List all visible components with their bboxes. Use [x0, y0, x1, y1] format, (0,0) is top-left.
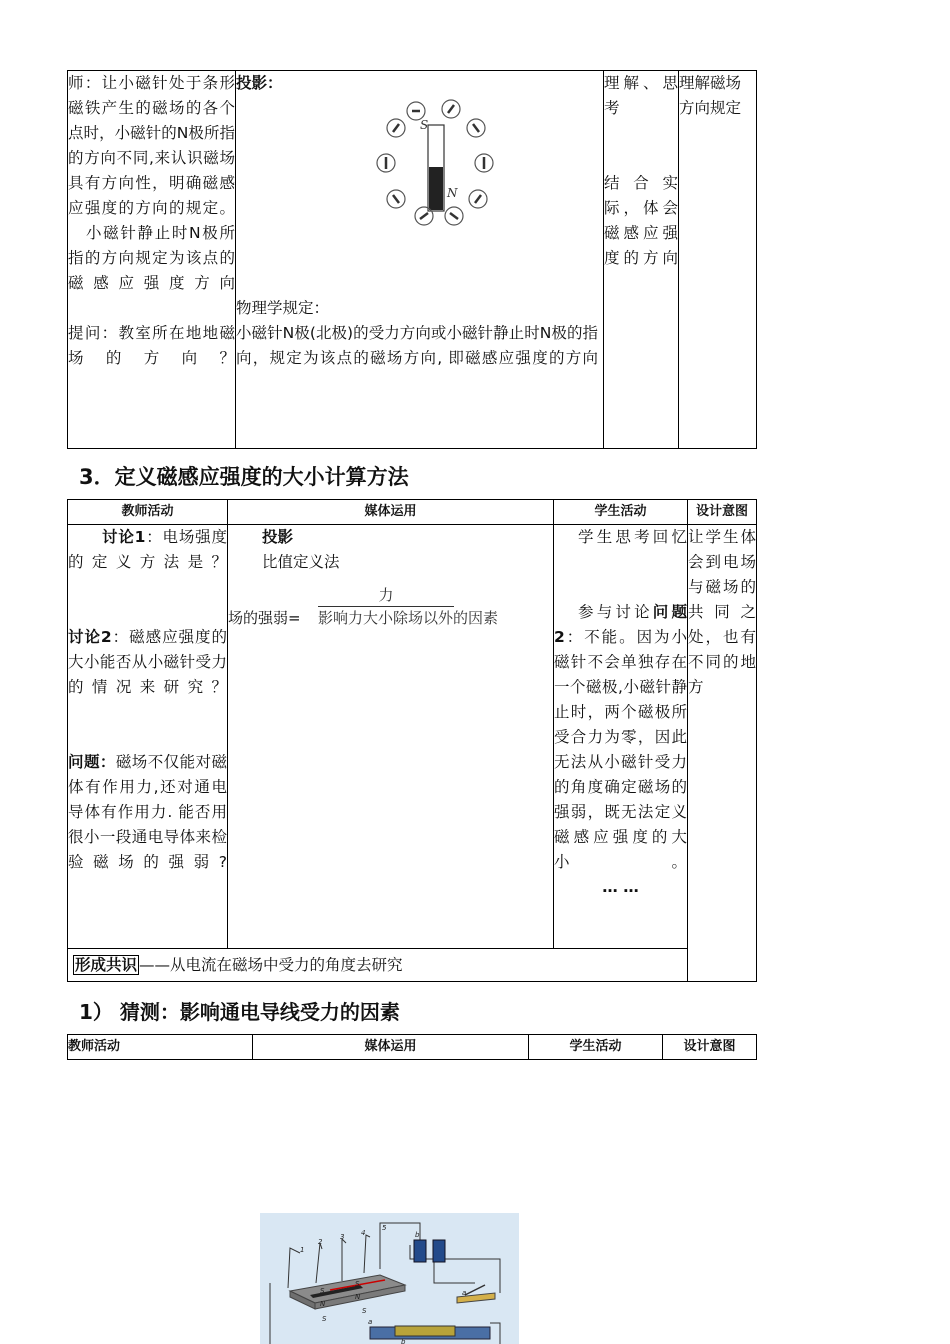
compass-icon — [475, 154, 493, 172]
compass-icon — [467, 119, 485, 137]
student-top: 理解、思考 — [604, 74, 678, 117]
wire-label-2: 2 — [318, 1238, 323, 1246]
student-cell — [554, 525, 688, 949]
magnet-label-s4: S — [322, 1315, 327, 1323]
teacher-question: 提问：教室所在地地磁场的方向？ — [68, 324, 235, 367]
compass-figure — [376, 99, 506, 239]
switch-label-a: a — [462, 1289, 467, 1297]
header-student: 学生活动 — [529, 1035, 663, 1060]
compass-icon — [445, 207, 463, 225]
header-media: 媒体运用 — [228, 500, 554, 525]
discussion-1: 讨论1：电场强度的定义方法是？ — [68, 528, 227, 571]
header-student: 学生活动 — [554, 500, 688, 525]
compass-icon — [415, 207, 433, 225]
consensus-row — [68, 949, 688, 982]
discussion-2: 讨论2：磁感应强度的大小能否从小磁针受力的情况来研究？ — [68, 628, 227, 696]
teacher-cell — [68, 525, 228, 949]
student-cell — [604, 71, 679, 449]
magnet-n-label: N — [447, 186, 458, 200]
intent-cell — [679, 71, 757, 449]
question-block: 问题：磁场不仅能对磁体有作用力,还对通电导体有作用力. 能否用很小一段通电导体来检验磁场的强弱? — [68, 753, 227, 871]
section-3-title: 3．定义磁感应强度的大小计算方法 — [79, 465, 409, 489]
magnet-label-s3: S — [362, 1307, 367, 1315]
magnet-label-n2: N — [355, 1293, 361, 1301]
student-bottom: 结合实际，体会磁感应强度的方向 — [604, 174, 678, 267]
section-1-title: 1） 猜测：影响通电导线受力的因素 — [79, 1000, 400, 1024]
projection-label: 投影 — [262, 528, 294, 546]
header-teacher: 教师活动 — [68, 1035, 253, 1060]
magnet-s-label: S — [420, 118, 429, 132]
wire-label-3: 3 — [340, 1233, 345, 1241]
magnet-label-s2: S — [355, 1280, 360, 1288]
formula-numerator: 力 — [378, 586, 394, 604]
direction-table — [67, 70, 757, 449]
rule-text: 小磁针N极(北极)的受力方向或小磁针静止时N极的指向，规定为该点的磁场方向, 即磁感应强度的方向 — [236, 324, 598, 367]
ellipsis: … … — [602, 878, 639, 896]
compass-icon — [377, 154, 395, 172]
fraction-bar — [318, 606, 454, 607]
apparatus-figure — [260, 1213, 519, 1344]
intent-text: 让学生体会到电场与磁场的共同之处，也有不同的地方 — [688, 528, 756, 696]
formula-left: 场的强弱= — [228, 609, 301, 627]
intent-cell — [688, 525, 757, 982]
guess-table-header — [67, 1034, 757, 1060]
header-intent: 设计意图 — [688, 500, 757, 525]
teacher-para-1: 师：让小磁针处于条形磁铁产生的磁场的各个点时，小磁针的N极所指的方向不同,来认识磁场具有方向性，明确磁感应强度的方向的规定。 — [68, 74, 235, 217]
teacher-para-2: 小磁针静止时N极所指的方向规定为该点的磁感应强度方向 — [68, 224, 235, 292]
media-cell — [228, 525, 554, 949]
formula-denominator: 影响力大小除场以外的因素 — [318, 609, 499, 627]
consensus-label: 形成共识 — [75, 955, 138, 974]
magnet-label-n1: N — [320, 1300, 326, 1308]
wire-label-1: 1 — [300, 1246, 305, 1254]
terminal-label-b: b — [415, 1231, 420, 1239]
header-teacher: 教师活动 — [68, 500, 228, 525]
wire-label-5: 5 — [382, 1224, 387, 1232]
teacher-cell — [68, 71, 236, 449]
rail-label-b: b — [401, 1338, 406, 1344]
media-cell — [236, 71, 604, 449]
student-recall: 学生思考回忆 — [578, 528, 687, 546]
intent-text: 理解磁场方向规定 — [679, 74, 742, 117]
compass-icon — [387, 119, 405, 137]
rail-label-a: a — [368, 1318, 373, 1326]
magnet-label-s1: S — [320, 1287, 325, 1295]
compass-icon — [442, 100, 460, 118]
projection-label: 投影： — [236, 74, 283, 92]
consensus-text: ——从电流在磁场中受力的角度去研究 — [139, 955, 403, 974]
rule-title: 物理学规定： — [236, 299, 330, 317]
wire-label-4: 4 — [361, 1229, 366, 1237]
magnitude-table — [67, 499, 757, 982]
student-answer: 参与讨论问题2：不能。因为小磁针不会单独存在一个磁极,小磁针静止时，两个磁极所受合力为零，因此无法从小磁针受力的角度确定磁场的强弱，既无法定义磁感应强度的大小。 — [554, 603, 687, 871]
compass-icon — [469, 190, 487, 208]
header-intent: 设计意图 — [663, 1035, 757, 1060]
header-media: 媒体运用 — [253, 1035, 529, 1060]
ratio-method: 比值定义法 — [262, 553, 340, 571]
compass-icon — [387, 190, 405, 208]
